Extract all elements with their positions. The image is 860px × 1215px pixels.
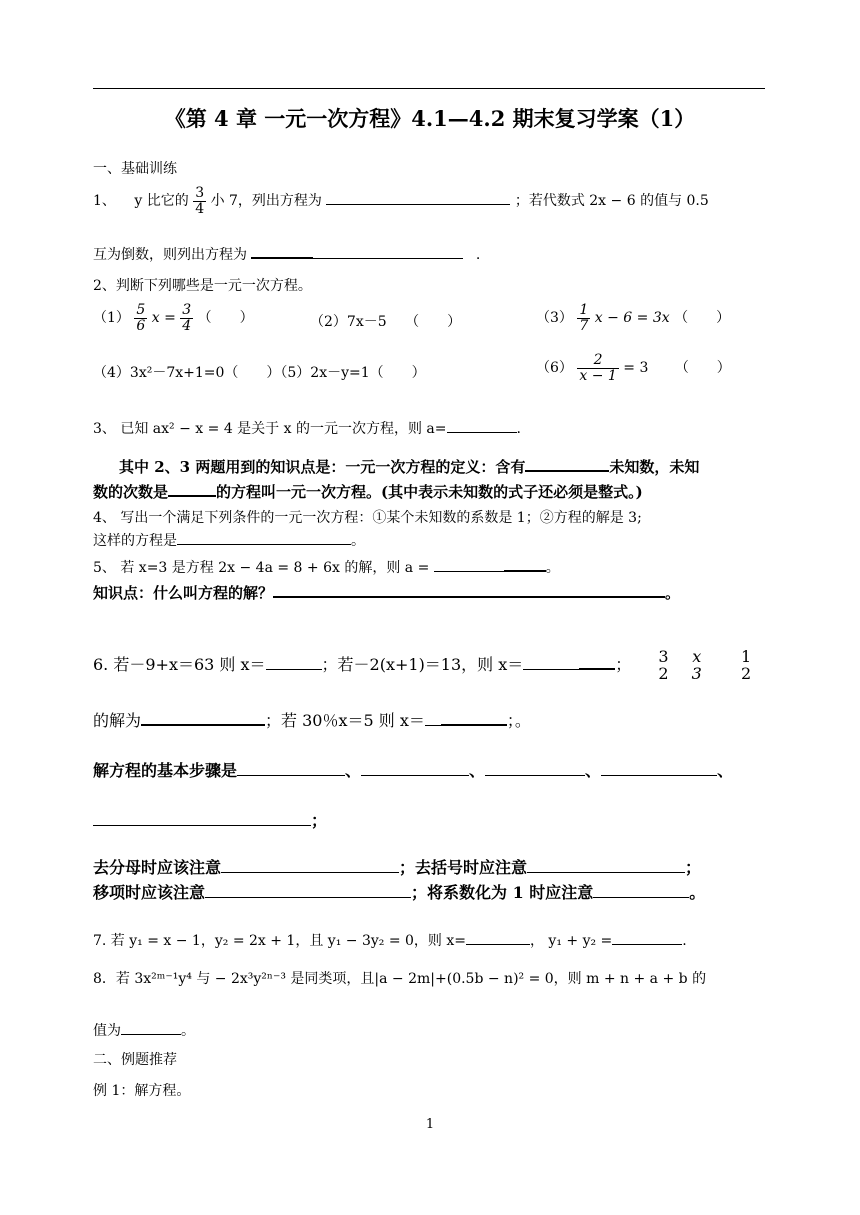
q2-item-2: （2）7x－5 （ ）	[310, 314, 462, 330]
answer-blank[interactable]	[525, 456, 609, 472]
page-title: 《第 4 章 一元一次方程》4.1—4.2 期末复习学案（1）	[164, 106, 696, 131]
q2-item-1: （1） $\frac{5}{6}$ x = $\frac{3}{4}$ （ ）	[93, 301, 254, 334]
knowledge-point-definition-line-2: 数的次数是 的方程叫一元一次方程。(其中表示未知数的式子还必须是整式。)	[93, 483, 643, 501]
answer-blank[interactable]	[523, 655, 579, 670]
question-4-line-2: 这样的方程是 。	[93, 530, 365, 550]
example-1-heading: 例 1：解方程。	[93, 1083, 191, 1099]
fraction-three-quarters: $\frac{3}{4}$	[195, 184, 205, 217]
q1-text-b: 小 7，列出方程为	[210, 193, 322, 209]
answer-blank[interactable]	[527, 858, 685, 873]
answer-blank[interactable]	[93, 811, 311, 826]
question-2-prompt: 2、判断下列哪些是一元一次方程。	[93, 278, 312, 294]
header-rule	[93, 88, 765, 89]
question-4-line-1: 4、 写出一个满足下列条件的一元一次方程：①某个未知数的系数是 1；②方程的解是 3;	[93, 510, 642, 526]
answer-blank[interactable]	[205, 883, 411, 898]
answer-blank[interactable]	[504, 556, 546, 572]
answer-blank[interactable]	[425, 711, 441, 726]
q2-item-3: （3） $\frac{1}{7}$ x − 6 = 3x （ ）	[536, 301, 731, 334]
answer-blank[interactable]	[593, 883, 689, 898]
answer-blank[interactable]	[441, 710, 507, 726]
q1-text-d: 互为倒数，则列出方程为	[93, 247, 247, 263]
answer-blank[interactable]	[447, 418, 517, 433]
solving-steps-line-2: ；	[93, 808, 327, 831]
answer-blank[interactable]	[361, 761, 469, 776]
answer-blank[interactable]	[466, 930, 530, 945]
answer-blank[interactable]	[612, 930, 682, 945]
answer-blank[interactable]	[579, 654, 615, 670]
question-number: 1、	[93, 193, 116, 209]
question-8-line-1: 8．若 3x²ᵐ⁻¹y⁴ 与 − 2x³y²ⁿ⁻³ 是同类项，且|a − 2m|+(0.5b − n)² = 0，则 m + n + a + b 的	[93, 971, 707, 987]
answer-blank[interactable]	[168, 481, 216, 497]
answer-blank[interactable]	[485, 761, 585, 776]
answer-blank[interactable]	[313, 244, 463, 259]
answer-blank[interactable]	[177, 530, 351, 545]
q2-item-6: （6） $\frac{2}{x - 1}$ = 3 （ ）	[536, 351, 731, 384]
notes-line-2: 移项时应该注意 ；将系数化为 1 时应注意 。	[93, 883, 706, 902]
question-1-line-1	[93, 183, 709, 219]
solving-steps-line-1: 解方程的基本步骤是 、 、 、 、	[93, 761, 734, 780]
q2-items-4-5: （4）3x²－7x+1=0（ ）（5）2x－y=1（ ）	[93, 365, 426, 381]
answer-blank[interactable]	[273, 582, 665, 598]
knowledge-point-solution: 知识点：什么叫方程的解？ 。	[93, 584, 681, 602]
answer-blank[interactable]	[326, 190, 510, 205]
answer-blank[interactable]	[601, 761, 717, 776]
question-1-line-2: 互为倒数，则列出方程为 .	[93, 243, 480, 264]
answer-blank[interactable]	[141, 710, 265, 726]
page-number: 1	[425, 1117, 435, 1132]
answer-blank[interactable]	[266, 655, 322, 670]
q1-text-c: ；若代数式 2x − 6 的值与 0.5	[514, 193, 709, 209]
answer-blank[interactable]	[121, 1020, 181, 1035]
answer-blank[interactable]	[251, 243, 313, 259]
question-6-line-1: 6. 若－9+x＝63 则 x＝ ；若－2(x+1)＝13，则 x＝ ； 3 2 x 3 1 2	[93, 646, 752, 683]
answer-blank[interactable]	[237, 761, 345, 776]
question-3: 3、 已知 ax² − x = 4 是关于 x 的一元一次方程，则 a= .	[93, 418, 521, 438]
notes-line-1: 去分母时应该注意 ；去括号时应注意 ；	[93, 858, 702, 877]
section-heading-basic: 一、基础训练	[93, 161, 177, 177]
question-8-line-2: 值为 。	[93, 1020, 195, 1040]
knowledge-point-definition-line-1: 其中 2、3 两题用到的知识点是：一元一次方程的定义：含有 未知数，未知	[119, 458, 700, 476]
answer-blank[interactable]	[221, 858, 399, 873]
question-5: 5、 若 x=3 是方程 2x − 4a = 8 + 6x 的解，则 a = 。	[93, 556, 560, 577]
question-7: 7. 若 y₁ = x − 1，y₂ = 2x + 1，且 y₁ − 3y₂ = 0，则 x= ， y₁ + y₂ = .	[93, 930, 687, 950]
q1-text-a: y 比它的	[134, 193, 189, 209]
question-6-line-2: 的解为 ；若 30％x＝5 则 x＝ ；。	[93, 711, 531, 730]
answer-blank[interactable]	[434, 557, 504, 572]
section-heading-examples: 二、例题推荐	[93, 1052, 177, 1068]
